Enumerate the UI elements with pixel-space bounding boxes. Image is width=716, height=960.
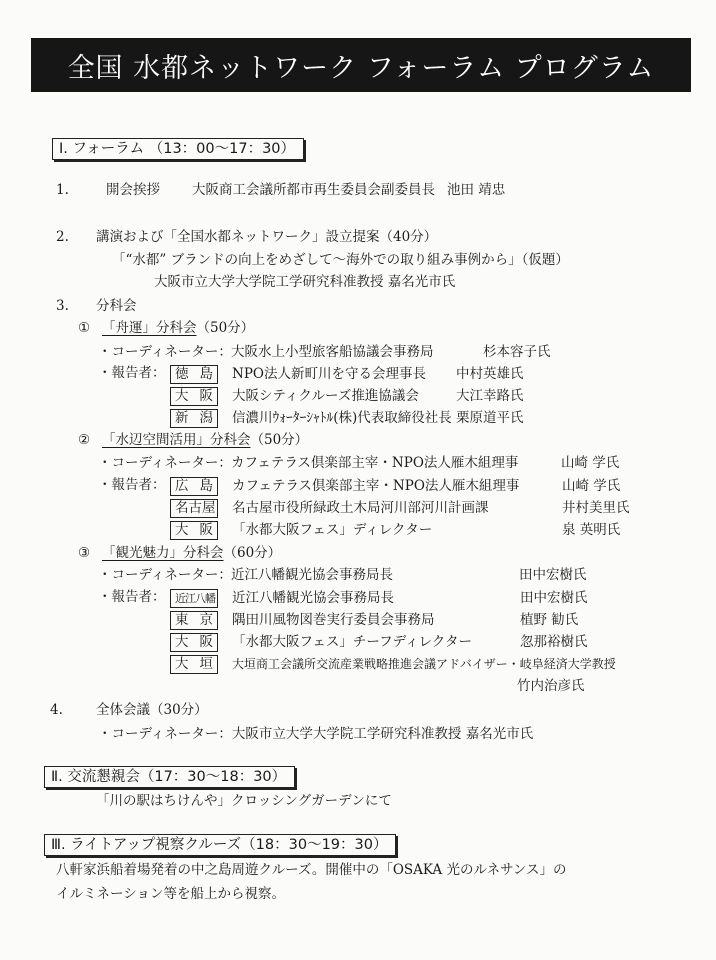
coordinator-name: 杉本容子氏: [483, 344, 551, 360]
item-person: 池田 靖忠: [447, 182, 506, 198]
reporter-org: NPO法人新町川を守る会理事長: [232, 366, 426, 382]
breakout-marker: ③: [78, 545, 91, 561]
reporter-org: カフェテラス倶楽部主宰・NPO法人雁木組理事: [232, 478, 520, 494]
item-label: 講演および「全国水都ネットワーク」設立提案（40分）: [96, 229, 438, 245]
breakout-time: （50分）: [250, 432, 309, 448]
reporter-place: 広島: [170, 477, 218, 496]
plenary-coordinator: ・コーディネーター：大阪市立大学大学院工学研究科准教授 嘉名光市氏: [98, 726, 534, 742]
reporter-name: 中村英雄氏: [456, 366, 524, 382]
reporter-row: [170, 610, 578, 630]
item-label: 分科会: [96, 298, 137, 314]
reporter-org: 「水都大阪フェス」ディレクター: [232, 522, 433, 538]
reporter-name: 泉 英明氏: [562, 522, 621, 538]
breakout-tourism: [78, 543, 281, 563]
lecture-speaker: 大阪市立大学大学院工学研究科准教授 嘉名光市氏: [154, 274, 456, 290]
reporter-org: 「水都大阪フェス」チーフディレクター: [232, 634, 473, 650]
breakout-title: 「水辺空間活用」分科会: [102, 432, 251, 448]
item-label: 開会挨拶: [106, 182, 160, 198]
item-opening: [56, 180, 505, 200]
reporter-place: 東京: [170, 611, 218, 630]
reporter-name: 大江幸路氏: [456, 388, 524, 404]
reporter-row: [170, 476, 620, 496]
reporter-name: 忽那裕樹氏: [520, 634, 588, 650]
item-breakouts: [56, 296, 137, 316]
reporter-org: 大阪シティクルーズ推進協議会: [232, 388, 419, 404]
reporter-org: 隅田川風物図巻実行委員会事務局: [232, 612, 435, 628]
item-label: 全体会議（30分）: [96, 702, 208, 718]
item-plenary: [50, 700, 208, 720]
coordinator-row: [98, 565, 587, 585]
reporter-name: 田中宏樹氏: [520, 590, 588, 606]
reporter-label: ・報告者：: [98, 589, 166, 605]
item-number: 1.: [56, 182, 69, 198]
coordinator-label: ・コーディネーター：: [98, 567, 232, 583]
reporter-name: 竹内治彦氏: [517, 678, 585, 694]
item-number: 4.: [50, 702, 63, 718]
reporter-org: 大垣商工会議所交流産業戦略推進会議アドバイザー・岐阜経済大学教授: [232, 657, 616, 671]
reporter-name: 山崎 学氏: [562, 478, 621, 494]
item-number: 3.: [56, 298, 69, 314]
reporter-org: 近江八幡観光協会事務局長: [232, 590, 394, 606]
reception-location: 「川の駅はちけんや」クロッシングガーデンにて: [96, 793, 392, 809]
coordinator-org: 近江八幡観光協会事務局長: [231, 567, 393, 583]
coordinator-label: ・コーディネーター：: [98, 455, 232, 471]
reporter-place: 大阪: [170, 521, 218, 540]
coordinator-org: 大阪水上小型旅客船協議会事務局: [231, 344, 434, 360]
cruise-description-1: 八軒家浜船着場発着の中之島周遊クルーズ。開催中の「OSAKA 光のルネサンス」の: [56, 862, 567, 878]
reporter-name: 栗原道平氏: [456, 410, 524, 426]
reporter-place: 大阪: [170, 387, 218, 406]
coordinator-label: ・コーディネーター：: [98, 344, 232, 360]
coordinator-name: 田中宏樹氏: [519, 567, 587, 583]
breakout-marker: ①: [78, 320, 91, 336]
coordinator-org: カフェテラス倶楽部主宰・NPO法人雁木組理事: [231, 455, 519, 471]
section-forum-heading: Ⅰ. フォーラム （13：00～17：30）: [52, 138, 304, 160]
reporter-label: ・報告者：: [98, 365, 166, 381]
reporter-row: [170, 408, 524, 428]
reporter-place: 徳島: [170, 365, 218, 384]
cruise-description-2: イルミネーション等を船上から視察。: [56, 886, 285, 902]
reporter-name: 井村美里氏: [562, 500, 630, 516]
reporter-place: 新潟: [170, 409, 218, 428]
breakout-title: 「舟運」分科会: [102, 320, 197, 336]
reporter-row: [170, 364, 524, 384]
coordinator-row: [98, 453, 619, 473]
reporter-row: [170, 632, 588, 652]
reporter-row: [170, 520, 620, 540]
item-lecture: [56, 227, 437, 247]
breakout-marker: ②: [78, 432, 91, 448]
breakout-time: （50分）: [196, 320, 255, 336]
item-detail: 大阪商工会議所都市再生委員会副委員長: [192, 182, 435, 198]
section-cruise-heading: Ⅲ. ライトアップ視察クルーズ（18：30～19：30）: [44, 834, 396, 856]
page-title: 全国 水都ネットワーク フォーラム プログラム: [31, 38, 691, 92]
reporter-place: 大垣: [170, 655, 218, 674]
reporter-place: 名古屋: [170, 499, 218, 518]
reporter-row: [170, 498, 630, 518]
breakout-ship: [78, 318, 254, 338]
coordinator-name: 山崎 学氏: [561, 455, 620, 471]
item-number: 2.: [56, 229, 69, 245]
breakout-time: （60分）: [223, 545, 282, 561]
breakout-waterfront: [78, 430, 308, 450]
reporter-row: [170, 386, 524, 406]
reporter-name: 植野 勧氏: [520, 612, 579, 628]
reporter-place: 近江八幡: [170, 589, 218, 608]
reporter-org: 信濃川ｳｫｰﾀｰｼｬﾄﾙ(株)代表取締役社長: [232, 410, 452, 426]
coordinator-row: [98, 342, 551, 362]
reporter-label: ・報告者：: [98, 477, 166, 493]
breakout-title: 「観光魅力」分科会: [102, 545, 224, 561]
reporter-place: 大阪: [170, 633, 218, 652]
reporter-row: [170, 654, 616, 674]
section-reception-heading: Ⅱ. 交流懇親会（17：30～18：30）: [44, 766, 295, 788]
reporter-org: 名古屋市役所緑政土木局河川部河川計画課: [232, 500, 489, 516]
lecture-subtitle: 「“水都” ブランドの向上をめざして～海外での取り組み事例から」（仮題）: [112, 252, 569, 268]
reporter-row: [170, 588, 588, 608]
reporter-row-continued: [517, 676, 585, 696]
